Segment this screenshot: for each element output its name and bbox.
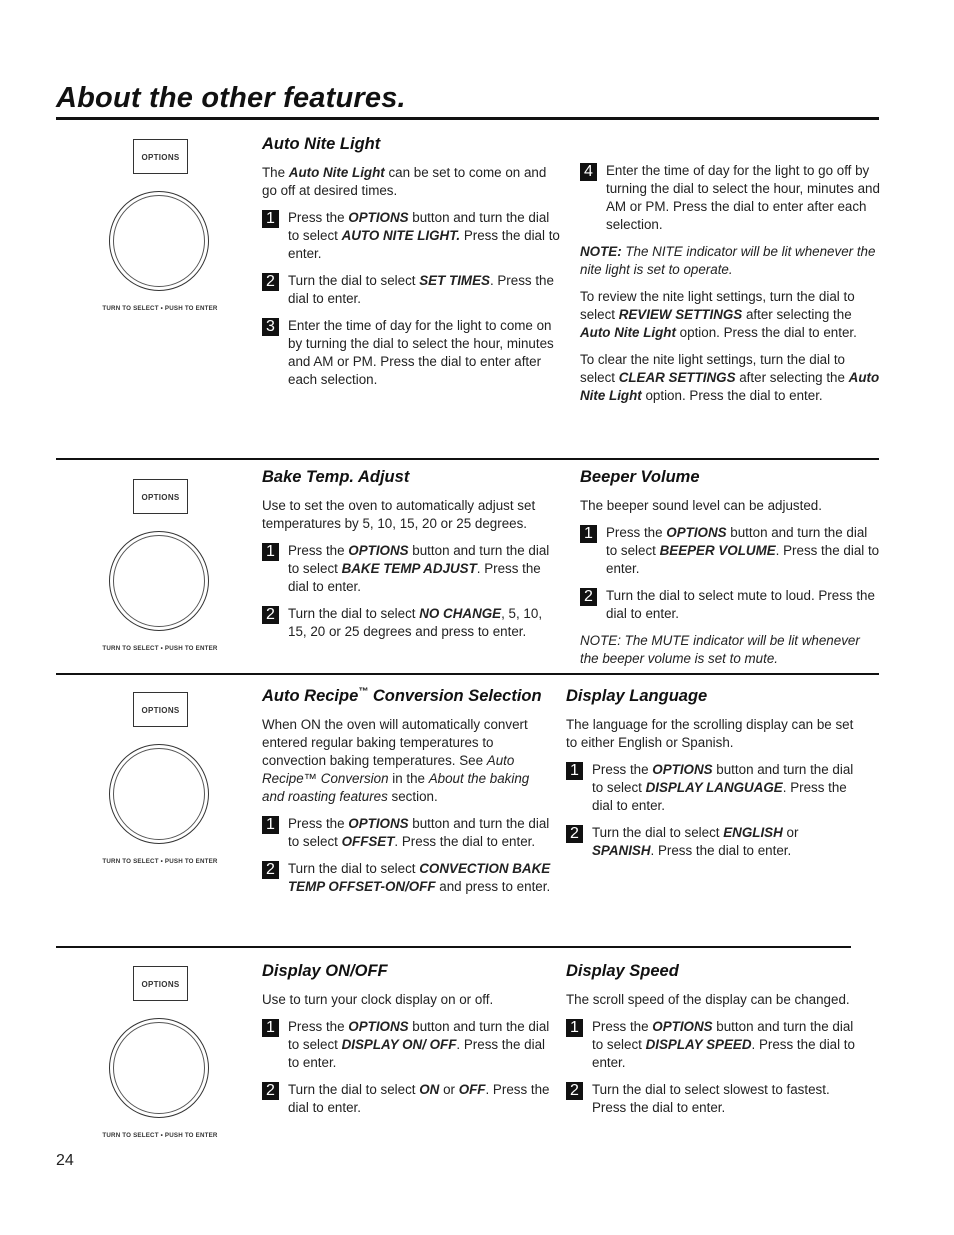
options-button-illustration: OPTIONS [133, 692, 188, 727]
dial-knob-illustration [109, 744, 209, 844]
control-panel-illustration [100, 692, 260, 882]
step-number: 1 [580, 525, 597, 543]
step-1: 1 Press the OPTIONS button and turn the dial to select DISPLAY LANGUAGE. Press the dial to enter. [566, 761, 856, 815]
step-1: 1 Press the OPTIONS button and turn the dial to select AUTO NITE LIGHT. Press the dial to enter. [262, 209, 562, 263]
step-1: 1 Press the OPTIONS button and turn the dial to select DISPLAY ON/ OFF. Press the dial to enter. [262, 1018, 552, 1072]
display-speed-intro: The scroll speed of the display can be changed. [566, 992, 850, 1007]
step-number: 4 [580, 163, 597, 181]
dial-caption: TURN TO SELECT • PUSH TO ENTER [102, 1132, 218, 1139]
section-title-beeper-volume: Beeper Volume [580, 468, 700, 486]
beeper-volume-column [580, 467, 880, 677]
section-title-auto-recipe: Auto Recipe™ Conversion Selection [262, 686, 542, 705]
step-number: 3 [262, 318, 279, 336]
dial-knob-illustration [109, 1018, 209, 1118]
control-panel-illustration [100, 966, 260, 1156]
step-2: 2 Turn the dial to select slowest to fastest. Press the dial to enter. [566, 1081, 856, 1117]
options-button-illustration: OPTIONS [133, 479, 188, 514]
section-divider [56, 673, 879, 675]
options-button-illustration: OPTIONS [133, 966, 188, 1001]
bake-temp-adjust-intro: Use to set the oven to automatically adjust set temperatures by 5, 10, 15, 20 or 25 degrees. [262, 498, 536, 531]
dial-caption: TURN TO SELECT • PUSH TO ENTER [102, 305, 218, 312]
auto-nite-light-intro: The Auto Nite Light can be set to come on and go off at desired times. [262, 165, 547, 198]
step-2: 2 Turn the dial to select mute to loud. Press the dial to enter. [580, 587, 880, 623]
display-speed-column [566, 961, 856, 1126]
control-panel-illustration [100, 139, 260, 329]
display-onoff-intro: Use to turn your clock display on or off. [262, 992, 494, 1007]
auto-nite-light-column-left [262, 134, 562, 398]
step-2: 2 Turn the dial to select SET TIMES. Press the dial to enter. [262, 272, 562, 308]
page-title: About the other features. [56, 82, 406, 114]
bake-temp-adjust-column [262, 467, 562, 650]
step-number: 2 [566, 825, 583, 843]
step-1: 1 Press the OPTIONS button and turn the dial to select BEEPER VOLUME. Press the dial to enter. [580, 524, 880, 578]
review-settings-text: To review the nite light settings, turn the dial to select REVIEW SETTINGS after selecting the Auto Nite Light option. Press the dial to enter. [580, 289, 857, 340]
step-number: 2 [262, 1082, 279, 1100]
page-number: 24 [56, 1152, 74, 1169]
step-number: 1 [262, 210, 279, 228]
step-number: 2 [580, 588, 597, 606]
step-number: 2 [262, 606, 279, 624]
beeper-volume-intro: The beeper sound level can be adjusted. [580, 498, 822, 513]
step-4: 4 Enter the time of day for the light to go off by turning the dial to select the hour, minutes and AM or PM. Press the dial to enter after each selection. [580, 162, 880, 234]
section-title-bake-temp-adjust: Bake Temp. Adjust [262, 468, 410, 486]
dial-caption: TURN TO SELECT • PUSH TO ENTER [102, 645, 218, 652]
step-2: 2 Turn the dial to select ON or OFF. Press the dial to enter. [262, 1081, 552, 1117]
clear-settings-text: To clear the nite light settings, turn the dial to select CLEAR SETTINGS after selecting the Auto Nite Light option. Press the dial to enter. [580, 352, 880, 403]
options-button-illustration: OPTIONS [133, 139, 188, 174]
step-2: 2 Turn the dial to select CONVECTION BAKE TEMP OFFSET-ON/OFF and press to enter. [262, 860, 552, 896]
section-title-display-language: Display Language [566, 687, 708, 705]
step-number: 1 [262, 816, 279, 834]
display-language-intro: The language for the scrolling display can be set to either English or Spanish. [566, 717, 854, 750]
section-title-display-speed: Display Speed [566, 962, 679, 980]
auto-nite-light-note: NOTE: The NITE indicator will be lit whenever the nite light is set to operate. [580, 244, 876, 277]
step-2: 2 Turn the dial to select NO CHANGE, 5, 10, 15, 20 or 25 degrees and press to enter. [262, 605, 562, 641]
auto-nite-light-column-right [580, 162, 880, 414]
auto-recipe-column [262, 686, 552, 905]
step-2: 2 Turn the dial to select ENGLISH or SPANISH. Press the dial to enter. [566, 824, 856, 860]
step-number: 1 [566, 762, 583, 780]
step-number: 2 [262, 273, 279, 291]
auto-recipe-intro: When ON the oven will automatically convert entered regular baking temperatures to convection baking temperatures. See Auto Recipe™ Conversion in the About the baking and roasting features section. [262, 717, 530, 804]
step-1: 1 Press the OPTIONS button and turn the dial to select OFFSET. Press the dial to enter. [262, 815, 552, 851]
control-panel-illustration [100, 479, 260, 669]
dial-knob-illustration [109, 191, 209, 291]
dial-knob-illustration [109, 531, 209, 631]
step-number: 2 [566, 1082, 583, 1100]
section-divider [56, 946, 851, 948]
step-number: 2 [262, 861, 279, 879]
step-number: 1 [262, 543, 279, 561]
section-title-display-onoff: Display ON/OFF [262, 962, 388, 980]
section-divider [56, 458, 879, 460]
section-title-auto-nite-light: Auto Nite Light [262, 135, 381, 153]
step-3: 3 Enter the time of day for the light to come on by turning the dial to select the hour, minutes and AM or PM. Press the dial to enter after each selection. [262, 317, 562, 389]
step-1: 1 Press the OPTIONS button and turn the dial to select DISPLAY SPEED. Press the dial to enter. [566, 1018, 856, 1072]
step-number: 1 [566, 1019, 583, 1037]
step-number: 1 [262, 1019, 279, 1037]
title-divider [56, 117, 879, 120]
dial-caption: TURN TO SELECT • PUSH TO ENTER [102, 858, 218, 865]
step-1: 1 Press the OPTIONS button and turn the dial to select BAKE TEMP ADJUST. Press the dial to enter. [262, 542, 562, 596]
display-language-column [566, 686, 856, 869]
display-onoff-column [262, 961, 552, 1126]
beeper-volume-note: NOTE: The MUTE indicator will be lit whenever the beeper volume is set to mute. [580, 633, 860, 666]
